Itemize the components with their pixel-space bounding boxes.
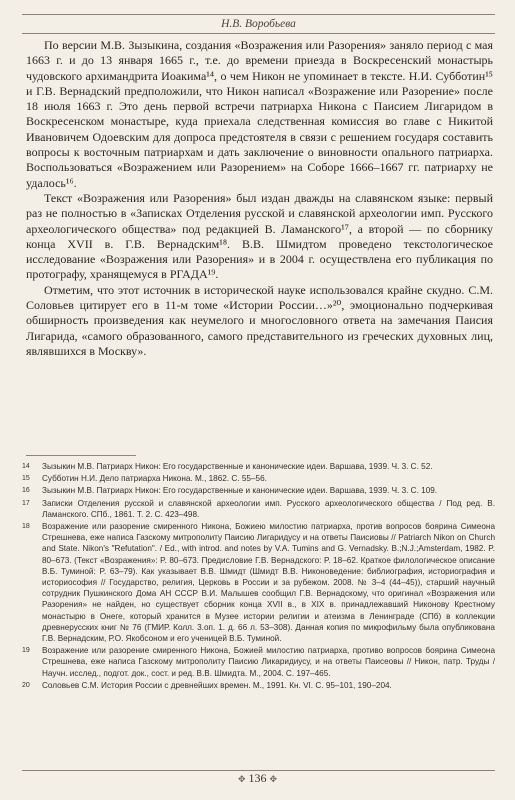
footnote-20 [22, 680, 495, 691]
footnote-15 [22, 473, 495, 484]
page-number-block [0, 771, 515, 786]
footnotes [22, 461, 495, 692]
footnote-number: 15 [22, 475, 30, 483]
footnote-17 [22, 498, 495, 520]
paragraph-1: По версии М.В. Зызыкина, создания «Возражения или Разорения» заняло период с мая 1663 г. и до 13 января 1665 г., т.е. до времени приезда в Воскресенский монастырь чудовского архимандрита Иоакима¹⁴, о чем Никон не упоминает в тексте. Н.И. Субботин¹⁵ и Г.В. Вернадский предположили, что Никон написал «Возражение или Разорение» после 18 июля 1663 г. Это день первой встречи патриарха Никона с Паисием Лигаридом в Воскресенском монастыре, куда приехала следственная комиссия во главе с Никитой Ивановичем Одоевским для допроса предстоятеля в связи с решением государя составить вопросы к восточным патриархам и дать заключение о виновности опального патриарха. Воспользоваться «Возражением или Разорением» на Соборе 1666–1667 гг. патриарху не удалось¹⁶. [26, 38, 493, 190]
footnote-number: 17 [22, 499, 30, 507]
main-text [26, 38, 493, 359]
paragraph-3: Отметим, что этот источник в исторической науке использовался крайне скудно. С.М. Соловьев цитирует его в 11-м томе «Истории России…»²⁰, эмоционально подчеркивая обширность произведения как неумелого и многословного ответа на замечания Паисия Лигарида, «самого образованного, самого представительного из греческих духовных лиц, являвшихся в Москву». [26, 282, 493, 358]
footnote-18 [22, 521, 495, 644]
footnote-number: 14 [22, 463, 30, 470]
footnote-16 [22, 485, 495, 496]
footnote-text: Соловьев С.М. История России с древнейших времен. М., 1991. Кн. VI. С. 95–101, 190–204. [42, 680, 392, 690]
header-author: Н.В. Воробьева [221, 18, 296, 30]
ornament-right-icon: ✥ [269, 774, 278, 784]
footnote-number: 20 [22, 681, 30, 689]
footnote-text: Возражение или разорение смиренного Никона, Божией милостию патриарха, противо вопросов боярина Симеона Стрешнева, еже написа Газскому митрополиту Паисию Ликаридиусу, и на ответы Паисеовы // Никон, патр. Труды / Научн. исслед., подгот. док., сост. и ред. В.В. Шмидта. М., 2004. С. 197–465. [42, 646, 495, 678]
running-header [22, 14, 495, 34]
footnote-text: Субботин Н.И. Дело патриарха Никона. М., 1862. С. 55–56. [42, 474, 267, 484]
footnote-divider [26, 455, 136, 456]
footnote-number: 18 [22, 523, 30, 531]
footnote-text: Зызыкин М.В. Патриарх Никон: Его государственные и канонические идеи. Варшава, 1939. Ч. 3. С. 52. [42, 462, 433, 471]
page-number: 136 [248, 771, 267, 785]
footnote-19 [22, 645, 495, 679]
paragraph-2: Текст «Возражения или Разорения» был издан дважды на славянском языке: первый раз не полностью в «Записках Отделения русской и славянской археологии имп. Русского археологического общества» под редакцией В. Ламанского¹⁷, а второй — по сборнику конца XVII в. Г.В. Вернадским¹⁸. В.В. Шмидтом проведено текстологическое исследование «Возражения или Разорения» и в 2004 г. осуществлена его публикация по протографу, хранящемуся в РГАДА¹⁹. [26, 190, 493, 282]
footnote-text: Записки Отделения русской и славянской археологии имп. Русского археологического общества / Под ред. В. Ламанского. СПб., 1861. Т. 2. С. 423–498. [42, 498, 495, 519]
footnote-text: Зызыкин М.В. Патриарх Никон: Его государственные и канонические идеи. Варшава, 1939. Ч. 3. С. 109. [42, 486, 438, 496]
ornament-left-icon: ✥ [237, 774, 246, 784]
footnote-14 [22, 461, 495, 472]
footnote-number: 19 [22, 647, 30, 655]
footnote-number: 16 [22, 487, 30, 495]
footnote-text: Возражение или разорение смиренного Никона, Божиею милостию патриарха, против вопросов боярина Симеона Стрешнева, еже написа Газскому митрополиту Паисию Лигаридусу и на ответы Паисиовы // Patriarch Nikon on Church and State. Nikon's "Refutation". / Ed., with introd. and notes by V.A. Tumins and G. Vernadsky. B.;N.J.;Amsterdam, 1982. P. 80–673. (Текст «Возражения»: P. 80–673. Предисловие Г.В. Вернадского: P. 18–62. Краткое филологическое описание В.Б. Туминой: P. 63–79). Как указывает В.В. Шмидт (Шмидт В.В. Никоноведение: библиография, историография и историософия // Государство, религия, Церковь в России и за рубежом. 2008. № 3–4 (44–45)), старший научный сотрудник Пушкинского Дома АН СССР В.И. Малышев сообщил Г.В. Вернадскому, что оригинал «Возражения или Разорения» не найден, но существует сборник конца XVII в., в XIX в. принадлежавший Никонову Крестному монастырю в Онеге, который хранится в Музее истории религии и атеизма в Ленинграде (СПб) в коллекции древнерусских книг № 76 (ГМИР. Колл. 3.оп. 1. д. 66 л. 53–308). Данная копия по микрофильму была опубликована Г.В. Вернадским, Р.О. Якобсоном и его ученицей В.Б. Туминой. [42, 522, 495, 644]
